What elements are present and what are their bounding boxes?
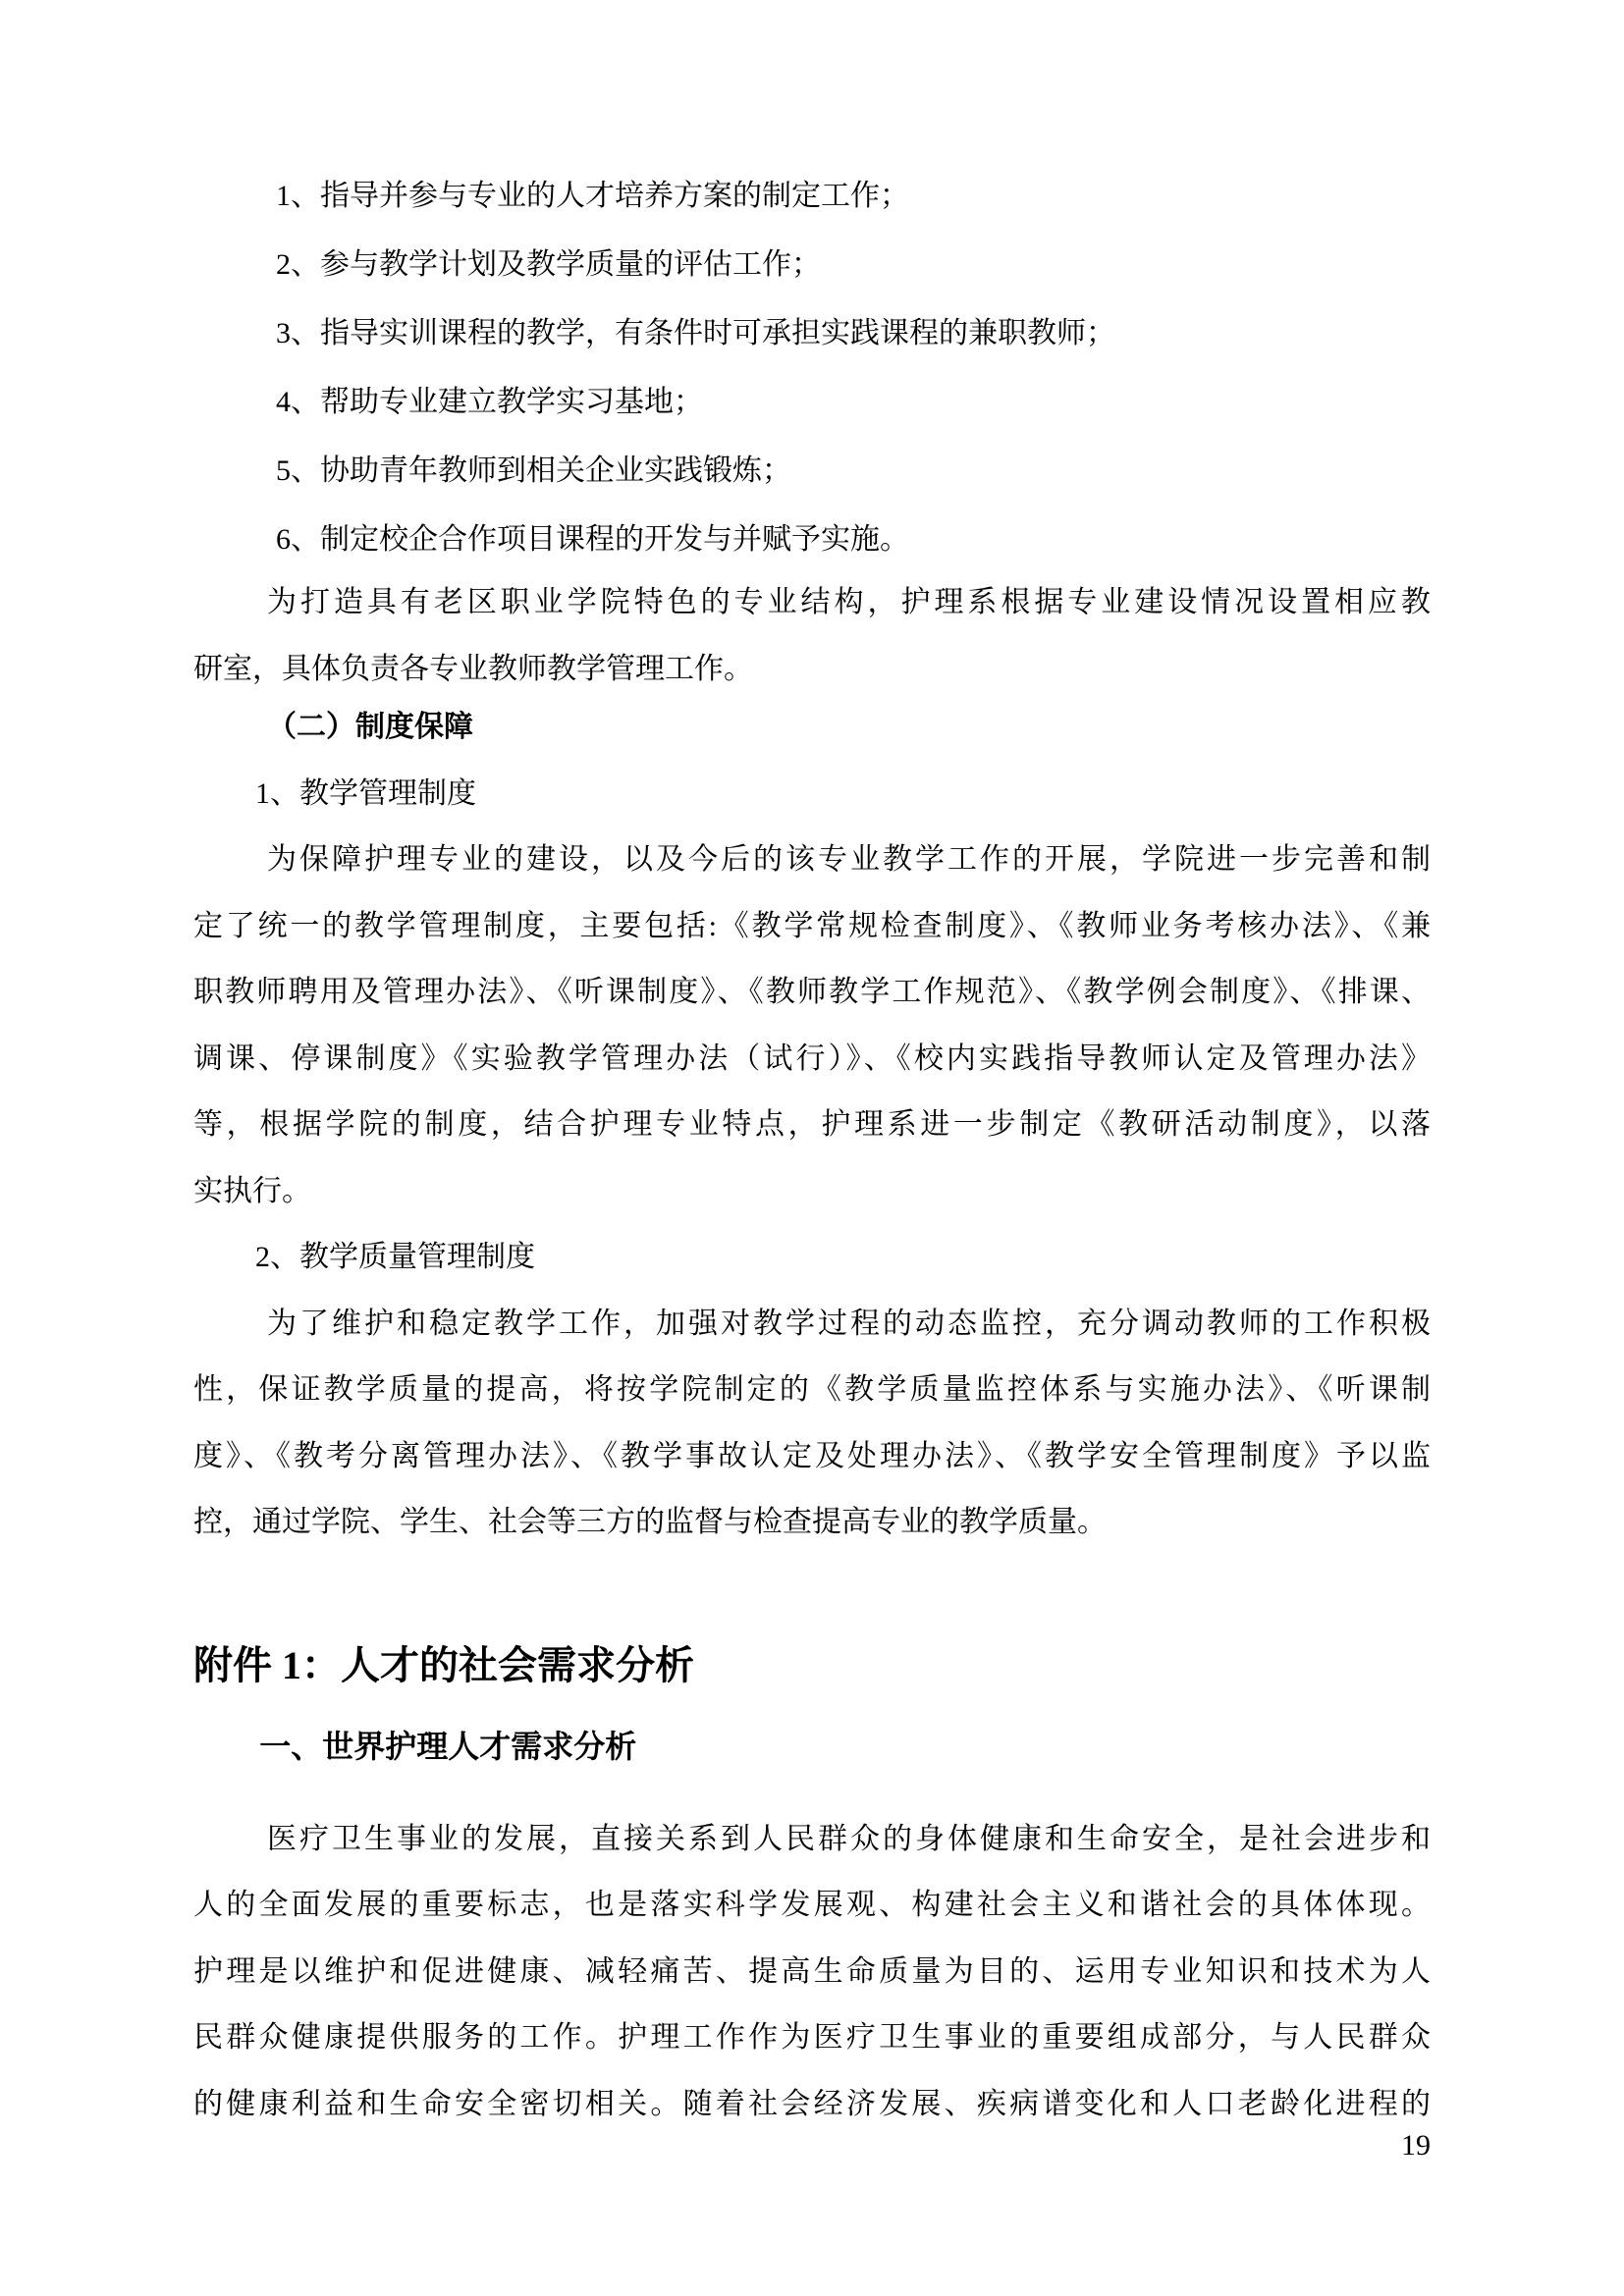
paragraph-line: 医疗卫生事业的发展，直接关系到人民群众的身体健康和生命安全，是社会进步和 [267,1822,1431,1855]
paragraph-line: 护理是以维护和促进健康、减轻痛苦、提高生命质量为目的、运用专业知识和技术为人 [193,1954,1431,1988]
document-content [193,162,1431,2137]
heading2-indent: 一、世界护理人才需求分析 [259,1729,637,1764]
paragraph-line: 实执行。 [193,1174,311,1207]
paragraph-line: 为打造具有老区职业学院特色的专业结构，护理系根据专业建设情况设置相应教 [267,586,1431,618]
paragraph [193,827,1431,1224]
paragraph [193,1291,1431,1556]
heading2: （二）制度保障 [267,711,473,743]
paragraph [193,569,1431,702]
paragraph [193,1806,1431,2138]
paragraph-line: 控，通过学院、学生、社会等三方的监督与检查提高专业的教学质量。 [193,1506,1107,1538]
paragraph-line: 民群众健康提供服务的工作。护理工作作为医疗卫生事业的重要组成部分，与人民群众 [193,2021,1431,2054]
list-item: 2、参与教学计划及教学质量的评估工作； [276,248,821,281]
paragraph-line: 性，保证教学质量的提高，将按学院制定的《教学质量监控体系与实施办法》、《听课制 [193,1373,1431,1406]
list-item: 3、指导实训课程的教学，有条件时可承担实践课程的兼职教师； [276,317,1115,349]
paragraph-line: 等，根据学院的制度，结合护理专业特点，护理系进一步制定《教研活动制度》，以落 [193,1108,1431,1141]
heading1: 附件 1：人才的社会需求分析 [193,1642,694,1687]
paragraph-line: 为了维护和稳定教学工作，加强对教学过程的动态监控，充分调动教师的工作积极 [267,1307,1431,1340]
list-item: 5、协助青年教师到相关企业实践锻炼； [276,454,791,487]
list-item: 4、帮助专业建立教学实习基地； [276,386,703,418]
paragraph-line: 为保障护理专业的建设，以及今后的该专业教学工作的开展，学院进一步完善和制 [267,843,1431,876]
list-item: 6、制定校企合作项目课程的开发与并赋予实施。 [276,523,909,556]
paragraph-line: 研室，具体负责各专业教师教学管理工作。 [193,652,753,685]
paragraph-line: 职教师聘用及管理办法》、《听课制度》、《教师教学工作规范》、《教学例会制度》、《排课、 [193,976,1431,1008]
sub-item: 1、教学管理制度 [255,776,476,810]
sub-item: 2、教学质量管理制度 [255,1241,535,1273]
page-number: 19 [1401,2129,1431,2162]
list-item: 1、指导并参与专业的人才培养方案的制定工作； [276,180,909,212]
paragraph-line: 定了统一的教学管理制度，主要包括:《教学常规检查制度》、《教师业务考核办法》、《兼 [193,909,1431,942]
paragraph-line: 人的全面发展的重要标志，也是落实科学发展观、构建社会主义和谐社会的具体体现。 [193,1889,1431,1921]
paragraph-line: 度》、《教考分离管理办法》、《教学事故认定及处理办法》、《教学安全管理制度》予以监 [193,1439,1431,1472]
paragraph-line: 调课、停课制度》《实验教学管理办法（试行）》、《校内实践指导教师认定及管理办法》 [193,1041,1431,1075]
paragraph-line: 的健康利益和生命安全密切相关。随着社会经济发展、疾病谱变化和人口老龄化进程的 [193,2087,1431,2120]
